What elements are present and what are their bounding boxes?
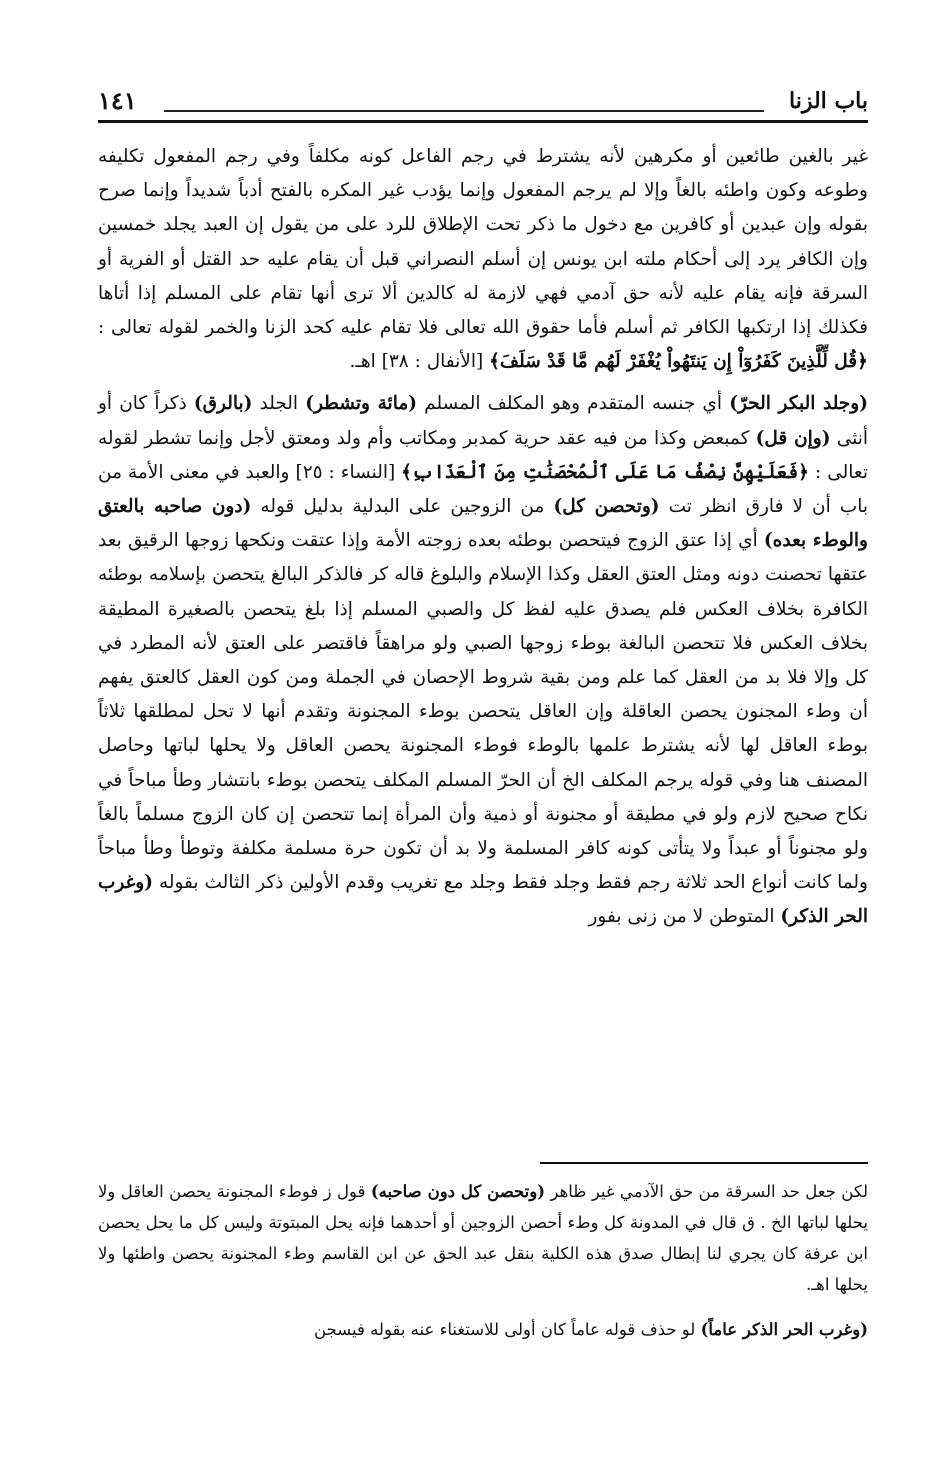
para2-bold-4: (وإن قل) [755, 427, 831, 449]
para2-text-2: الجلد [252, 393, 306, 415]
header-rule [98, 120, 868, 123]
para1-text-b: [الأنفال : ٣٨] اهـ. [349, 351, 490, 373]
running-header [98, 84, 868, 124]
fn2-text-1: لو حذف قوله عاماً كان أولى للاستغناء عنه بقوله فيسجن [314, 1320, 701, 1339]
para2-bold-5: (وتحصن كل) [553, 496, 660, 518]
fn1-bold-1: (وتحصن كل دون صاحبه) [370, 1182, 546, 1201]
para2-text-7: أي إذا عتق الزوج فيتحصن بوطئه بعده زوجته الأمة وإذا عتقت ونكحها زوجها الرقيق بعد عتقها تحصنت دونه ومثل العتق العقل وكذا الإسلام والبلوغ قاله كر فالذكر البالغ يتحصن بإسلامه بوطئه الكافرة بخلاف العكس فلم يصدق عليه لفظ كل والصبي المسلم إذا بلغ يتحصن بالصغيرة المطيقة بخلاف العكس فلا تتحصن البالغة بوطء زوجها الصبي ولو مراهقاً فاقتصر على العتق لأنه المطرد في كل وإلا فلا بد من العقل كما علم ومن بقية شروط الإحصان في الجملة ومن كون العقل كالعتق يفهم أن وطء المجنون يحصن العاقلة وإن العاقل يتحصن بوطء المجنونة وتقدم أنها لا تحل لمطلقها ثلاثاً بوطء العاقل لها لأنه يشترط علمها بالوطء فوطء المجنونة يحصن العاقل ولا يحلها لباتها وحاصل المصنف هنا وفي قوله يرجم المكلف الخ أن الحرّ المسلم المكلف يتحصن بوطء بانتشار وطأ مباحاً في نكاح صحيح لازم ولو في مطيقة أو مجنونة أو ذمية وأن المرأة إنما تتحصن إن كان الزوج مسلماً بالغاً ولو مجنوناً أو عبداً ولا يتأتى كونه كافر المسلمة ولا بد أن تكون حرة مسلمة مكلفة وتوطأ وطأ مباحاً ولما كانت أنواع الحد ثلاثة رجم فقط وجلد فقط وجلد مع تغريب وقدم الأولين ذكر الثالث بقوله [98, 530, 868, 894]
fn1-text-2: قول ز فوطء المجنونة يحصن العاقل ولا يحلها لباتها الخ . ق قال في المدونة كل وطء أحصن الزوجين أو أحدهما فإنه يحل المبتوتة وليس كل ما يحل يحصن ابن عرفة كان يجري لنا إبطال صدق هذه الكلية بنقل عبد الحق عن ابن القاسم وطء المجنونة يحصن واطئها ولا يحلها اهـ. [98, 1182, 868, 1294]
para1-quran-verse: ﴿قُل لِّلَّذِينَ كَفَرُوٓاْ إِن يَنتَهُواْ يُغْفَرْ لَهُم مَّا قَدْ سَلَفَ﴾ [489, 351, 868, 373]
fn1-text-1: لكن جعل حد السرقة من حق الآدمي غير ظاهر [545, 1182, 869, 1201]
chapter-title: باب الزنا [789, 88, 868, 114]
para2-text-8: المتوطن لا من زنى بفور [588, 906, 781, 928]
para2-quran-verse: ﴿فَعَلَيْهِنَّ نِصْفُ مَا عَلَى ٱلْمُحْصَنَٰتِ مِنَ ٱلْعَذَابِ﴾ [401, 461, 810, 483]
footnote-1 [98, 1176, 868, 1300]
para2-text-6: من الزوجين على البدلية بدليل قوله [251, 496, 554, 518]
header-short-rule [164, 110, 764, 112]
para2-bold-6: (دون صاحبه بالعتق والوطء بعده) [98, 496, 868, 552]
page-number: ١٤١ [98, 86, 137, 115]
footnote-2 [98, 1314, 868, 1345]
para2-bold-2: (مائة وتشطر) [305, 393, 417, 415]
footnote-separator [540, 1162, 868, 1164]
para2-bold-7: (وغرب الحر الذكر) [98, 872, 868, 928]
footnotes [98, 1176, 868, 1345]
fn2-bold-1: (وغرب الحر الذكر عاماً) [700, 1320, 868, 1339]
para2-text-1: أي جنسه المتقدم وهو المكلف المسلم [417, 393, 730, 415]
para2-bold-1: (وجلد البكر الحرّ) [729, 393, 868, 415]
paragraph-1 [98, 140, 868, 379]
para2-text-3: ذكراً كان أو أنثى [98, 393, 869, 449]
main-text [98, 140, 868, 935]
paragraph-2 [98, 387, 868, 934]
para2-text-5: [النساء : ٢٥] والعبد في معنى الأمة من باب أن لا فارق انظر تت [98, 461, 868, 518]
para2-bold-3: (بالرق) [193, 393, 253, 415]
para1-text-a: غير بالغين طائعين أو مكرهين لأنه يشترط في رجم الفاعل كونه مكلفاً وفي رجم المفعول تكليفه وطوعه وكون واطئه بالغاً وإلا لم يرجم المفعول وإنما يؤدب غير المكره بالفتح أدباً شديداً وإنما صرح بقوله وإن عبدين أو كافرين مع دخول ما ذكر تحت الإطلاق للرد على من يقول إن العبد يجلد خمسين وإن الكافر يرد إلى أحكام ملته ابن يونس إن أسلم النصراني قبل أن يقام عليه حد القتل أو الفرية أو السرقة فإنه يقام عليه لأنه حق آدمي فهي لازمة له كالدين ألا ترى أنها تقام على المسلم إذا أتاها فكذلك إذا ارتكبها الكافر ثم أسلم فأما حقوق الله تعالى فلا تقام عليه كحد الزنا والخمر لقوله تعالى : [98, 146, 868, 339]
para2-text-4: كمبعض وكذا من فيه عقد حرية كمدبر ومكاتب وأم ولد ومعتق لأجل وإنما تشطر لقوله تعالى : [98, 427, 868, 483]
